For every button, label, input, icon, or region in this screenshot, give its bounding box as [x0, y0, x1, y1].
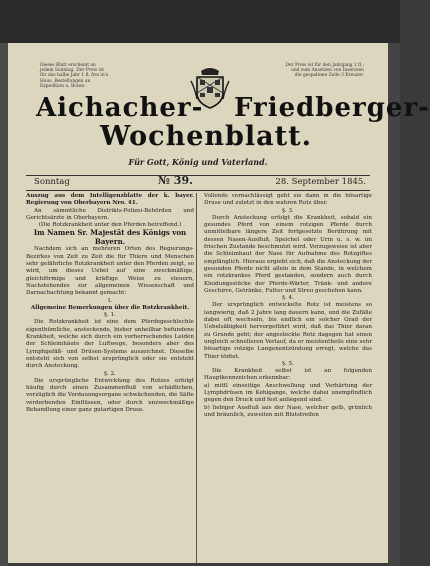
- article-paragraph: (Die Rotzkrankheit unter den Pferden betreffend.): [38, 222, 182, 229]
- article-column-right: [204, 193, 372, 419]
- issue-date: 28. September 1845.: [275, 177, 366, 187]
- article-paragraph: Vollends vernachlässigt geht sie dann in die bösartige Druse und zuletzt in den wahren Rotz über.: [204, 193, 372, 207]
- article-paragraph: §. 4.: [282, 295, 294, 302]
- masthead-motto: Für Gott, König und Vaterland.: [128, 157, 268, 167]
- dateline-bottom-rule: [26, 190, 370, 191]
- masthead-title-friedberger: Friedberger-: [234, 93, 430, 123]
- article-paragraph: Durch Ansteckung erfolgt die Krankheit, sobald ein gesundes Pferd von einem rotzigen Pferde durch unmittelbare längere Zeit fortgesetzte Berührung mit dessen Nasen-Ausfluß, Speichel oder Urin u. s. w. im frischen Zustande beschmutzt wird. Vorzugsweise ist aber die Schleimhaut der Nase für Aufnahme des Rotzgiftes empfänglich. Hieraus ergiebt sich, daß die Ansteckung der gesunden Pferde nicht allein in dem Stande, in welchem ein rotzkrankes Pferd gestanden, sondern auch durch Kleidungsstücke der Pferde-Wärter, Tränk- und andere Geschirre, Getränke, Futter und Streu geschehen kann.: [204, 214, 372, 294]
- dateline: [8, 175, 388, 190]
- article-paragraph: Die ursprüngliche Entwicklung des Rotzes erfolgt häufig durch einen Zusammenfluß von schädlichen, vorzüglich die Verdauungsorgane schwächenden, die Säfte verderbenden Einflüssen, oder durch unzweckmäßige Behandlung einer ganz gutartigen Druse.: [26, 377, 194, 414]
- article-paragraph: §. 1.: [104, 312, 116, 319]
- article-paragraph: §. 2.: [104, 370, 116, 377]
- newspaper-page: [8, 43, 430, 563]
- masthead-note-left: Dieses Blatt erscheint an jedem Sonntag. Der Preis ist für das halbe Jahr 1 fl. frei in's Haus. Bestellungen an Expedition u. Boten.: [40, 63, 109, 89]
- article-column-left: [26, 193, 194, 414]
- article-paragraph: Nachdem sich an mehreren Orten des Regierungs-Bezirkes von Zeit zu Zeit die für Thiere und Menschen sehr gefährliche Rotzkrankheit unter den Pferden zeigt, so wird, um dieses Uebel auf eine zweckmäßige, gleichförmige und kräftige Weise zu steuern, Nachstehendes zur allgemeinen Wissenschaft und Darnachachtung bekannt gemacht:: [26, 246, 194, 297]
- issue-number: № 39.: [158, 174, 193, 187]
- column-divider: [196, 193, 197, 563]
- article-paragraph: An sämmtliche Distrikts-Polizei-Behörden und Gerichtsärzte in Oberbayern.: [26, 207, 194, 221]
- article-paragraph: §. 3.: [282, 207, 294, 214]
- article-paragraph: I.: [108, 297, 112, 304]
- scan-background-top: [0, 0, 400, 43]
- article-paragraph: Allgemeine Bemerkungen über die Rotzkrankheit.: [30, 304, 190, 311]
- issue-day: Sonntag: [34, 177, 70, 187]
- article-paragraph: Die Krankheit selbst ist an folgenden Hauptkennzeichen erkennbar:: [204, 368, 372, 382]
- masthead-note-right: Der Preis ist für den Jahrgang 2 fl.; und zum Ansetzen von Inseraten die gespaltene Zeile 3 Kreuzer.: [285, 63, 364, 79]
- article-paragraph: a) mittl einseitige Anschwellung und Verhärtung der Lymphdrüsen im Kehlgange, welche dabei unempfindlich gegen den Druck und fest anliegend sind.: [204, 382, 372, 404]
- article-paragraph: Die Rotzkrankheit ist eine dem Pferdegeschlechte eigenthümliche, ansteckende, bisher unheilbar befundene Krankheit, welche sich durch ein vorherrschendes Leiden der Schleimhäute der Luftwege, besonders aber des Lymphgefäß- und Drüsen-Systems auszeichnet. Dieselbe entsteht sich von selbst ursprünglich oder sie entsteht durch Ansteckung.: [26, 319, 194, 370]
- article-paragraph: Auszug aus dem Intelligenzblatte der k. bayer. Regierung von Oberbayern Nro. 41.: [26, 193, 194, 207]
- article-paragraph: §. 5.: [282, 360, 294, 367]
- article-paragraph: Im Namen Sr. Majestät des Königs von Bayern.: [33, 228, 187, 246]
- masthead-title-wochenblatt: Wochenblatt.: [100, 121, 312, 152]
- masthead-title-aichacher: Aichacher-: [36, 93, 204, 123]
- article-paragraph: b) liebiger Ausfluß aus der Nase, welcher gelb, grünlich und bräunlich, zuweilen mit Blutstreifen: [204, 404, 372, 418]
- scan-background-left: [0, 43, 8, 566]
- article-paragraph: Der ursprünglich entwickelte Rotz ist meistens so langwierig, daß 2 Jahre lang dauern kann, und die Zufälle dabei oft wechseln, bis endlich ein solcher Grad der Uebelsähigkeit hervorgeführt wird, daß das Thier daran zu Grunde geht; der angesteckte Rotz dagegen hat einen ungleich schnelleren Verlauf, da er meistentheils eine sehr bösartige rotzige Lungenentzündung erregt, welche das Thier tödtet.: [204, 302, 372, 360]
